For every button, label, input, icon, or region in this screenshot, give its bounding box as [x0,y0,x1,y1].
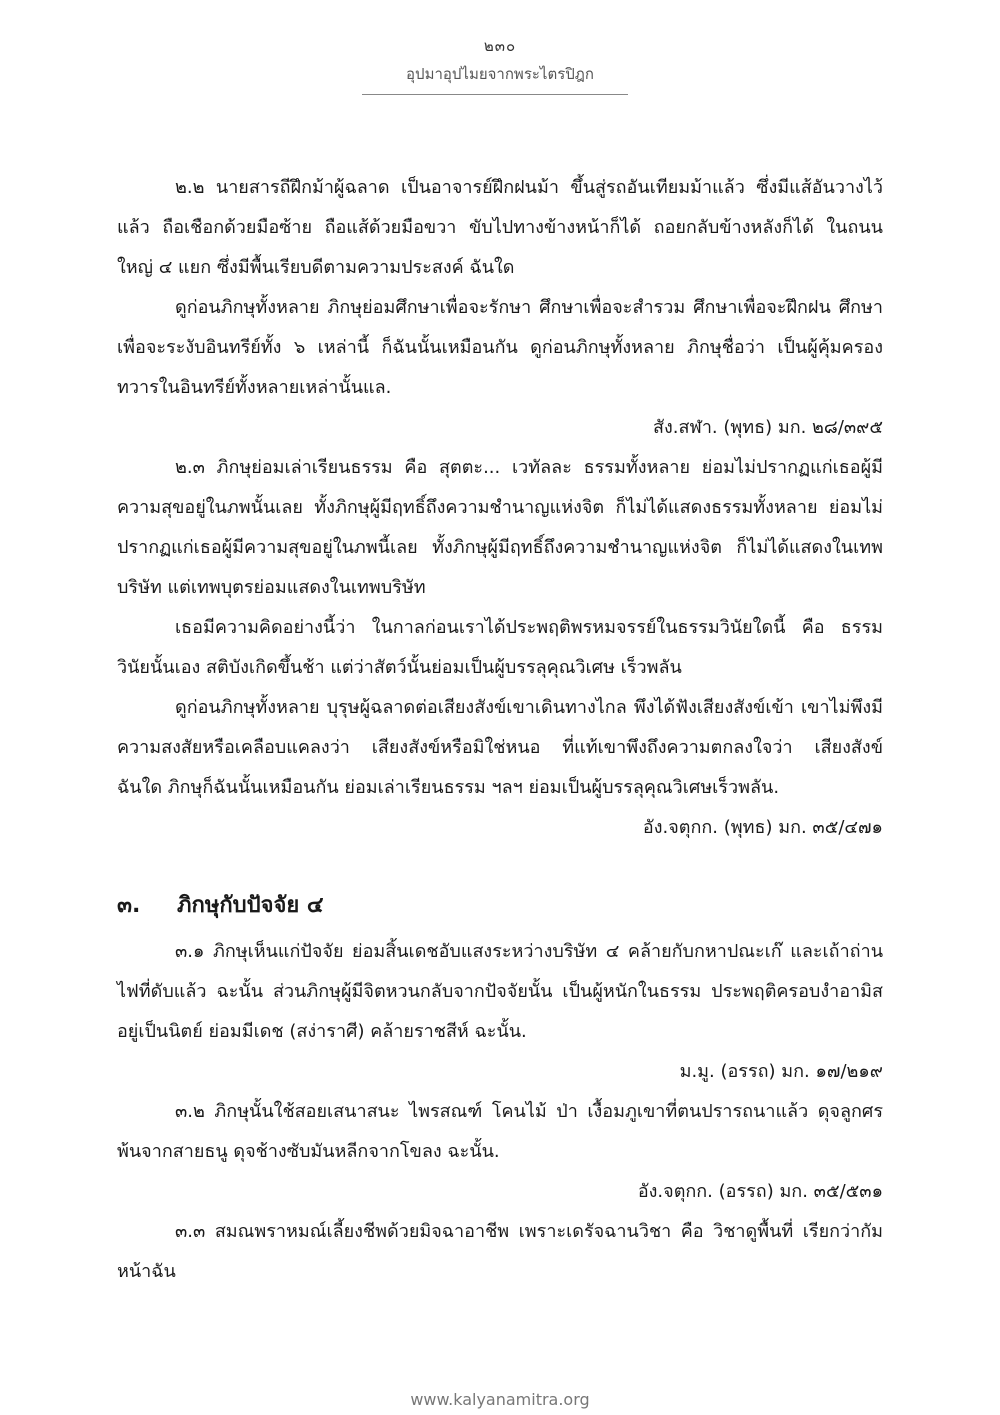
citation-anguttara-buddha: อัง.จตุกก. (พุทธ) มก. ๓๕/๔๗๑ [642,817,883,838]
section-number: ๓. [117,893,141,918]
section-title: ภิกษุกับปัจจัย ๔ [177,893,324,918]
citation-samyutta: สัง.สฬา. (พุทธ) มก. ๒๘/๓๙๕ [653,417,883,438]
header-divider [362,94,628,95]
paragraph-3-3: ๓.๓ สมณพราหมณ์เลี้ยงชีพด้วยมิจฉาอาชีพ เพราะเดรัจฉานวิชา คือ วิชาดูพื้นที่ เรียกว่ากัมหน้าฉัน [117,1221,883,1282]
citation-anguttara-commentary: อัง.จตุกก. (อรรถ) มก. ๓๕/๕๓๑ [637,1181,883,1202]
paragraph-2-3-conclusion: ดูก่อนภิกษุทั้งหลาย บุรุษผู้ฉลาดต่อเสียงสังข์เขาเดินทางไกล พึงได้ฟังเสียงสังข์เข้า เขาไม่พึงมีความสงสัยหรือเคลือบแคลงว่า เสียงสังข์หรือมิใช่หนอ ที่แท้เขาพึงถึงความตกลงใจว่า เสียงสังข์ ฉันใด ภิกษุก็ฉันนั้นเหมือนกัน ย่อมเล่าเรียนธรรม ฯลฯ ย่อมเป็นผู้บรรลุคุณวิเศษเร็วพลัน. [117,697,883,798]
footer-website-url: www.kalyanamitra.org [410,1390,590,1409]
paragraph-2-3: ๒.๓ ภิกษุย่อมเล่าเรียนธรรม คือ สุตตะ... เวทัลละ ธรรมทั้งหลาย ย่อมไม่ปรากฏแก่เธอผู้มีความสุขอยู่ในภพนั้นเลย ทั้งภิกษุผู้มีฤทธิ์ถึงความชำนาญแห่งจิต ก็ไม่ได้แสดงธรรมทั้งหลาย ย่อมไม่ปรากฏแก่เธอผู้มีความสุขอยู่ในภพนี้เลย ทั้งภิกษุผู้มีฤทธิ์ถึงความชำนาญแห่งจิต ก็ไม่ได้แสดงในเทพบริษัท แต่เทพบุตรย่อมแสดงในเทพบริษัท [117,457,883,598]
paragraph-2-2-conclusion: ดูก่อนภิกษุทั้งหลาย ภิกษุย่อมศึกษาเพื่อจะรักษา ศึกษาเพื่อจะสำรวม ศึกษาเพื่อจะฝึกฝน ศึกษาเพื่อจะระงับอินทรีย์ทั้ง ๖ เหล่านี้ ก็ฉันนั้นเหมือนกัน ดูก่อนภิกษุทั้งหลาย ภิกษุชื่อว่า เป็นผู้คุ้มครองทวารในอินทรีย์ทั้งหลายเหล่านั้นแล. [117,297,883,398]
paragraph-3-1: ๓.๑ ภิกษุเห็นแก่ปัจจัย ย่อมสิ้นเดชอับแสงระหว่างบริษัท ๔ คล้ายกับกหาปณะเก๊ และเถ้าถ่านไฟที่ดับแล้ว ฉะนั้น ส่วนภิกษุผู้มีจิตหวนกลับจากปัจจัยนั้น เป็นผู้หนักในธรรม ประพฤติครอบงำอามิสอยู่เป็นนิตย์ ย่อมมีเดช (สง่าราศี) คล้ายราชสีห์ ฉะนั้น. [117,941,883,1042]
paragraph-3-2: ๓.๒ ภิกษุนั้นใช้สอยเสนาสนะ ไพรสณฑ์ โคนไม้ ป่า เงื้อมภูเขาที่ตนปรารถนาแล้ว ดุจลูกศรพ้นจากสายธนู ดุจช้างซับมันหลีกจากโขลง ฉะนั้น. [117,1101,883,1162]
paragraph-2-2: ๒.๒ นายสารถีฝึกม้าผู้ฉลาด เป็นอาจารย์ฝึกฝนม้า ขึ้นสู่รถอันเทียมม้าแล้ว ซึ่งมีแส้อันวางไว้แล้ว ถือเชือกด้วยมือซ้าย ถือแส้ด้วยมือขวา ขับไปทางข้างหน้าก็ได้ ถอยกลับข้างหลังก็ได้ ในถนนใหญ่ ๔ แยก ซึ่งมีพื้นเรียบดีตามความประสงค์ ฉันใด [117,177,883,278]
page-body [117,168,883,1292]
paragraph-2-3-thought: เธอมีความคิดอย่างนี้ว่า ในกาลก่อนเราได้ประพฤติพรหมจรรย์ในธรรมวินัยใดนี้ คือ ธรรมวินัยนั้นเอง สติบังเกิดขึ้นช้า แต่ว่าสัตว์นั้นย่อมเป็นผู้บรรลุคุณวิเศษ เร็วพลัน [117,617,883,678]
section-heading [117,886,883,926]
running-title: อุปมาอุปไมยจากพระไตรปิฎก [406,65,594,83]
page-number: ๒๓๐ [483,37,517,55]
citation-majjhima: ม.มู. (อรรถ) มก. ๑๗/๒๑๙ [679,1061,883,1082]
